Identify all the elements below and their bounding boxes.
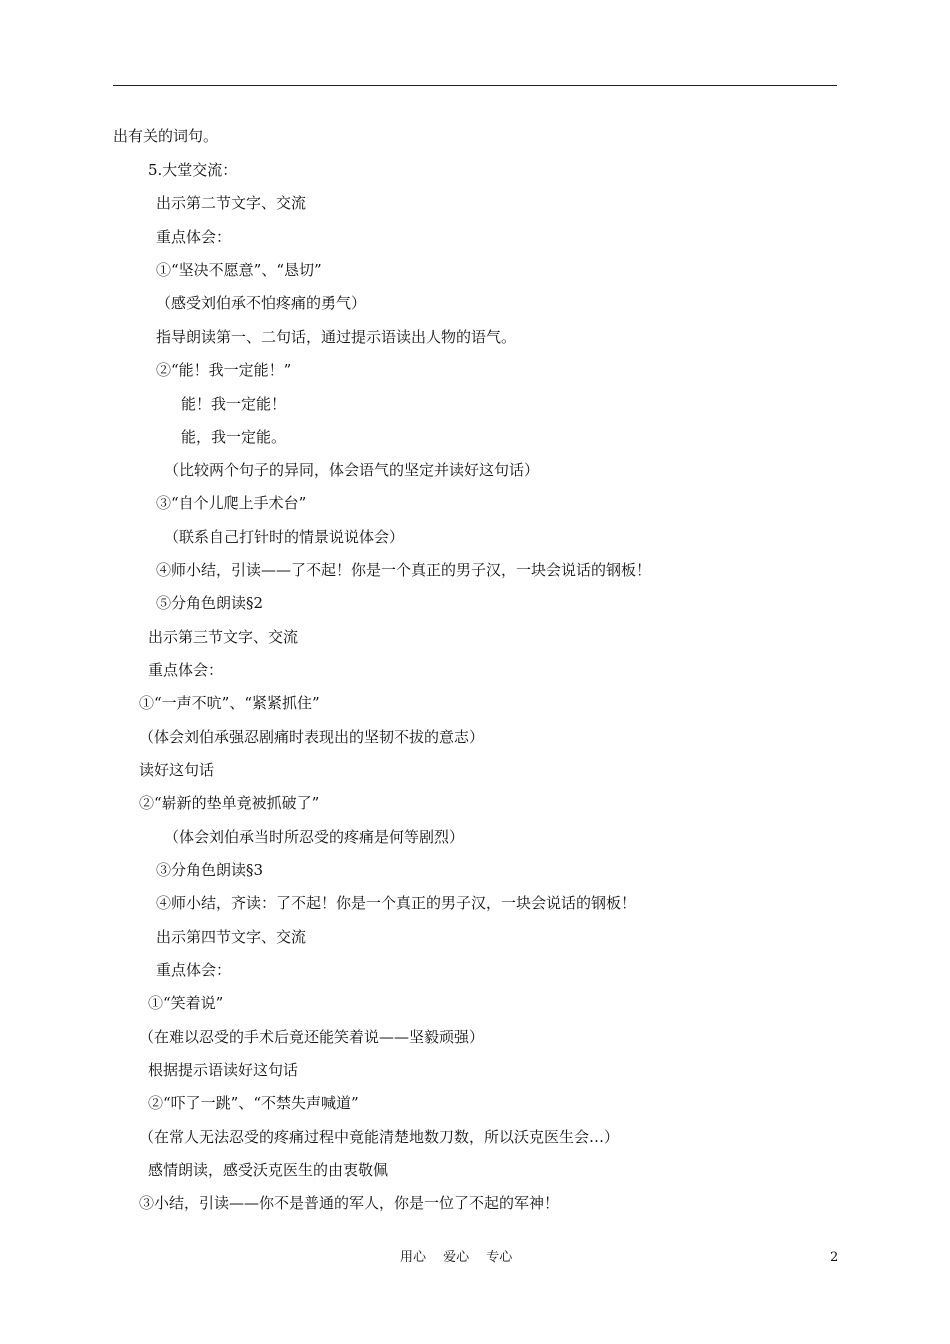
text-line: 重点体会： — [156, 961, 232, 979]
text-line: （联系自己打针时的情景说说体会） — [164, 528, 405, 546]
text-line: 感情朗读，感受沃克医生的由衷敬佩 — [148, 1161, 389, 1179]
text-line: 根据提示语读好这句话 — [148, 1061, 299, 1079]
text-line: ④师小结，引读——了不起！你是一个真正的男子汉，一块会说话的钢板！ — [156, 561, 652, 579]
text-line: 重点体会： — [156, 228, 232, 246]
text-line: 能！我一定能！ — [181, 395, 287, 413]
section-heading: 5.大堂交流： — [148, 161, 238, 179]
text-line: 能，我一定能。 — [181, 428, 287, 446]
text-line: 出示第四节文字、交流 — [156, 928, 307, 946]
text-line: 出示第三节文字、交流 — [148, 628, 299, 646]
text-line: （体会刘伯承当时所忍受的疼痛是何等剧烈） — [164, 828, 465, 846]
text-line: 读好这句话 — [139, 761, 215, 779]
text-line: ①“坚决不愿意”、“恳切” — [156, 261, 322, 279]
text-line: （在常人无法忍受的疼痛过程中竟能清楚地数刀数，所以沃克医生会…） — [139, 1128, 620, 1146]
text-line: （在难以忍受的手术后竟还能笑着说——坚毅顽强） — [139, 1028, 485, 1046]
text-line: ④师小结，齐读：了不起！你是一个真正的男子汉，一块会说话的钢板！ — [156, 894, 637, 912]
text-line: ③分角色朗读§3 — [156, 861, 264, 879]
text-line: 出示第二节文字、交流 — [156, 194, 307, 212]
text-line: ②“崭新的垫单竟被抓破了” — [139, 794, 320, 812]
text-line: ②“能！我一定能！” — [156, 361, 292, 379]
text-line: ⑤分角色朗读§2 — [156, 594, 264, 612]
text-line: ②“吓了一跳”、“不禁失声喊道” — [148, 1094, 359, 1112]
text-line: 指导朗读第一、二句话，通过提示语读出人物的语气。 — [156, 328, 517, 346]
text-line: 重点体会： — [148, 661, 224, 679]
text-line: ①“一声不吭”、“紧紧抓住” — [139, 694, 320, 712]
text-line: ③“自个儿爬上手术台” — [156, 494, 307, 512]
text-line: ③小结，引读——你不是普通的军人，你是一位了不起的军神！ — [139, 1194, 560, 1212]
text-line: （感受刘伯承不怕疼痛的勇气） — [156, 294, 367, 312]
text-line: （比较两个句子的异同，体会语气的坚定并读好这句话） — [164, 461, 540, 479]
text-line: 出有关的词句。 — [113, 127, 219, 145]
header-rule — [113, 85, 837, 86]
text-line: （体会刘伯承强忍剧痛时表现出的坚韧不拔的意志） — [139, 728, 485, 746]
page-number: 2 — [830, 1250, 839, 1265]
footer-slogan: 用心 爱心 专心 — [400, 1250, 513, 1265]
text-line: ①“笑着说” — [148, 994, 224, 1012]
